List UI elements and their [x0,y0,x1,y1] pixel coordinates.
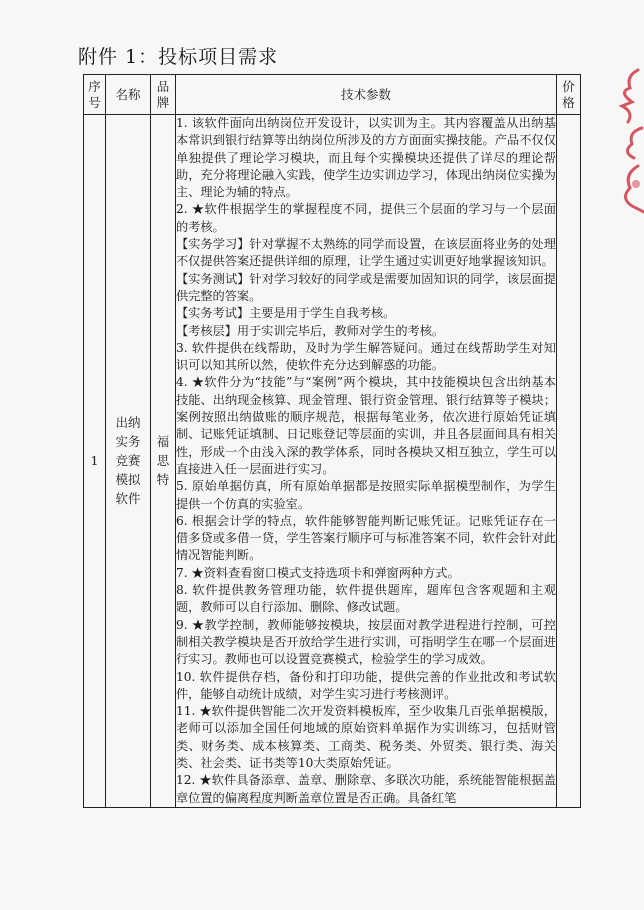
param-item: 【实务考试】主要是用于学生自我考核。 [176,306,396,321]
row-number: 1 [84,115,106,808]
table-header-row [84,75,581,115]
param-item: 12. ★软件具备添章、盖章、删除章、多联次功能，系统能智能根据盖章位置的偏离程度判断盖章位置是否正确。具备红笔 [176,773,556,805]
header-brand: 品 牌 [151,75,176,115]
technical-params [176,115,557,808]
param-item: 11. ★软件提供智能二次开发资料模板库，至少收集几百张单据模版，老师可以添加全国任何地域的原始资料单据作为实训练习，包括财管类、财务类、成本核算类、工商类、税务类、外贸类、银行类、海关类、社会类、证书类等10大类原始凭证。 [176,704,556,770]
product-name: 出纳 实务 竞赛 模拟 软件 [106,115,151,808]
table-row [84,115,581,808]
price-cell [557,115,581,808]
header-name: 名称 [106,75,151,115]
param-item: 9. ★教学控制，教师能够按模块，按层面对教学进程进行控制，可控制相关教学模块是否开放给学生进行实训，可指明学生在哪一个层面进行实习。教师也可以设置竞赛模式，检验学生的学习成效。 [176,617,556,667]
param-item: 10. 软件提供存档，备份和打印功能，提供完善的作业批改和考试软件，能够自动统计成绩，对学生实习进行考核测评。 [176,669,556,701]
param-item: 5. 原始单据仿真，所有原始单据都是按照实际单据模型制作，为学生提供一个仿真的实验室。 [176,479,556,511]
param-item: 4. ★软件分为“技能”与“案例”两个模块，其中技能模块包含出纳基本技能、出纳现金核算、现金管理、银行资金管理、银行结算等子模块；案例按照出纳做账的顺序规范，根据每笔业务，依次进行原始凭证填制、记账凭证填制、日记账登记等层面的实训，并且各层面间具有相关性，形成一个由浅入深的教学体系，同时各模块又相互独立，学生可以直接进入任一层面进行实习。 [176,375,556,476]
brand-name: 福 思 特 [151,115,176,808]
document-title: 附件 1：投标项目需求 [78,46,279,68]
param-item: 7. ★资料查看窗口模式支持选项卡和弹窗两种方式。 [176,565,460,580]
header-params: 技术参数 [176,75,557,115]
header-price: 价 格 [557,75,581,115]
header-no: 序 号 [84,75,106,115]
param-item: 【实务学习】针对掌握不太熟练的同学而设置，在该层面将业务的处理不仅提供答案还提供详细的原理，让学生通过实训更好地掌握该知识。 [176,237,556,269]
param-item: 【考核层】用于实训完毕后，教师对学生的考核。 [176,323,445,338]
param-item: 1. 该软件面向出纳岗位开发设计，以实训为主。其内容覆盖从出纳基本常识到银行结算等出纳岗位所涉及的方方面面实操技能。产品不仅仅单独提供了理论学习模块，而且每个实操模块还提供了详尽的理论帮助，充分将理论融入实践，使学生边实训边学习，体现出纳岗位实操为主、理论为辅的特点。 [176,116,556,200]
requirements-table [83,74,581,808]
param-item: 【实务测试】针对学习较好的同学或是需要加固知识的同学，该层面提供完整的答案。 [176,271,556,303]
param-item: 8. 软件提供教务管理功能，软件提供题库，题库包含客观题和主观题，教师可以自行添加、删除、修改试题。 [176,583,556,615]
param-item: 3. 软件提供在线帮助，及时为学生解答疑问。通过在线帮助学生对知识可以知其所以然，使软件充分达到解惑的功能。 [176,340,556,373]
param-item: 6. 根据会计学的特点，软件能够智能判断记账凭证。记账凭证存在一借多贷或多借一贷，学生答案行顺序可与标准答案不同，软件会针对此情况智能判断。 [176,513,556,563]
param-item: 2. ★软件根据学生的掌握程度不同，提供三个层面的学习与一个层面的考核。 [176,202,556,234]
red-seal-stamp [608,66,644,216]
